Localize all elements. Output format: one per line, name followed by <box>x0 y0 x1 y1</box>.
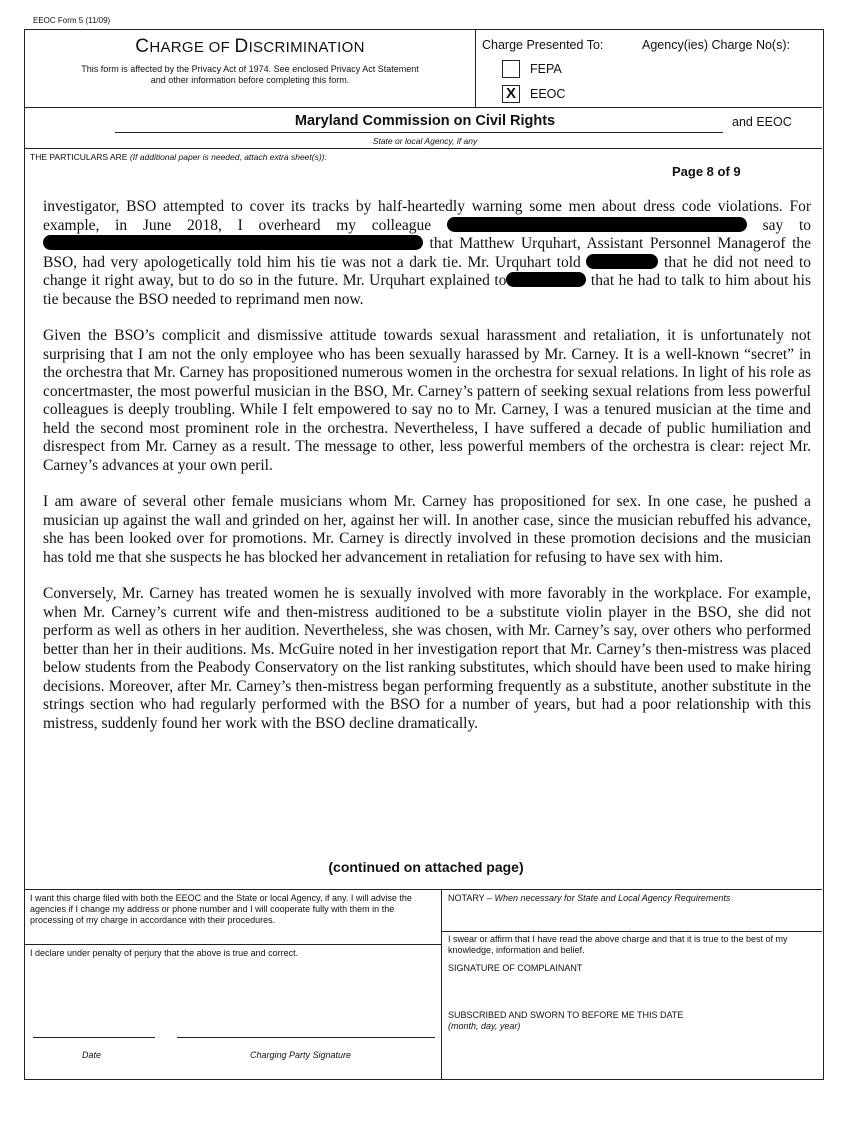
continued-note: (continued on attached page) <box>328 859 524 875</box>
subscribed-sub: (month, day, year) <box>448 1021 521 1031</box>
notary-label: NOTARY – When necessary for State and Local Agency Requirements <box>448 893 731 903</box>
divider <box>441 889 442 1079</box>
agency-name: Maryland Commission on Civil Rights <box>294 113 556 129</box>
divider <box>475 30 476 107</box>
agency-charge-label: Agency(ies) Charge No(s): <box>642 38 790 52</box>
paragraph-3: I am aware of several other female musicians whom Mr. Carney has propositioned for sex. In one case, he pushed a musician up against the wall and grinded on her, against her will. In another case, since the musician rebuffed his advance, she has been looked over for promotions. Mr. Carney is directly involved in these promotion decisions and the musician has told me that she suspects he has blocked her advancement in retaliation for refusing to have sex with him. <box>43 493 811 566</box>
perjury-statement: I declare under penalty of perjury that the above is true and correct. <box>30 948 299 958</box>
filing-note: I want this charge filed with both the EEOC and the State or local Agency, if any. I will advise the agencies if I change my address or phone number and I will cooperate fully with them in the processing of my charge in accordance with their procedures. <box>30 893 412 925</box>
divider <box>25 944 441 945</box>
paragraph-2: Given the BSO’s complicit and dismissive attitude towards sexual harassment and retaliation, it is unfortunately not surprising that I am not the only employee who has been sexually harassed by Mr. Carney. It is a well-known “secret” in the orchestra that Mr. Carney has propositioned numerous women in the orchestra for sexual relations. In light of his role as concertmaster, the most powerful musician in the BSO, Mr. Carney’s pattern of seeking sexual relations from less powerful colleagues is deeply troubling. While I felt empowered to say no to Mr. Carney, I was a tenured musician at the time and held the second most prominent role in the orchestra. Nevertheless, I have suffered a decade of public humiliation and disrespect from Mr. Carney as a result. The message to other, less powerful members of the orchestra is clear: reject Mr. Carney’s advances at your own peril. <box>43 327 811 474</box>
party-signature-label: Charging Party Signature <box>250 1050 352 1060</box>
redaction-bar <box>506 272 586 287</box>
divider <box>25 148 822 149</box>
paragraph-1: investigator, BSO attempted to cover its tracks by half-heartedly warning some men about dress code violations. For example, in June 2018, I overheard my colleague say to that Matthew Urquhart, Assistant Personnel Managerof the BSO, had very apologetically told him his tie was not a dark tie. Mr. Urquhart told that he did not need to change it right away, but to do so in the future. Mr. Urquhart explained to that he had to talk to him about his tie because the BSO needed to reprimand men now. <box>43 198 812 308</box>
divider <box>441 931 822 932</box>
page-number: Page 8 of 9 <box>672 164 741 179</box>
fepa-label: FEPA <box>530 62 562 76</box>
signature-of-complainant-label: SIGNATURE OF COMPLAINANT <box>448 963 583 973</box>
date-line[interactable] <box>33 1037 155 1038</box>
redaction-bar <box>447 217 747 232</box>
eeoc-checkbox[interactable]: X <box>502 85 520 103</box>
agency-underline <box>115 132 723 133</box>
charge-narrative <box>43 198 811 751</box>
signature-line[interactable] <box>177 1037 435 1038</box>
date-label: Date <box>82 1050 102 1060</box>
swear-statement: I swear or affirm that I have read the above charge and that it is true to the best of my knowledge, information and belief. <box>448 934 788 955</box>
redaction-bar <box>586 254 658 269</box>
form-title: CHARGE OF DISCRIMINATION <box>135 36 365 57</box>
fepa-checkbox[interactable] <box>502 60 520 78</box>
privacy-note: This form is affected by the Privacy Act of 1974. See enclosed Privacy Act Statement and other information before completing this form. <box>81 64 419 85</box>
particulars-label: THE PARTICULARS ARE (If additional paper is needed, attach extra sheet(s)): <box>30 152 327 162</box>
agency-and-eeoc: and EEOC <box>732 115 792 129</box>
paragraph-4: Conversely, Mr. Carney has treated women he is sexually involved with more favorably in the workplace. For example, when Mr. Carney’s current wife and then-mistress auditioned to be a substitute violin player in the BSO, she did not perform as well as others in her audition. Nevertheless, she was chosen, with Mr. Carney’s say, over others who performed better than her in their auditions. Ms. McGuire noted in her investigation report that Mr. Carney’s then-mistress was placed below students from the Peabody Conservatory on the list ranking substitutes, which should have been used to make hiring decisions. Moreover, after Mr. Carney’s then-mistress began performing frequently as a substitute, another substitute in the strings section who had regularly performed with the BSO for a number of years, but had a poor relationship with this mistress, suddenly found her work with the BSO decline dramatically. <box>43 585 811 732</box>
presented-to-label: Charge Presented To: <box>482 38 604 52</box>
divider <box>25 889 822 890</box>
divider <box>25 107 822 108</box>
subscribed-label: SUBSCRIBED AND SWORN TO BEFORE ME THIS DATE <box>448 1010 684 1020</box>
eeoc-label: EEOC <box>530 87 566 101</box>
redaction-bar <box>43 235 423 250</box>
form-id: EEOC Form 5 (11/09) <box>33 16 111 25</box>
agency-subtitle: State or local Agency, if any <box>372 136 478 146</box>
